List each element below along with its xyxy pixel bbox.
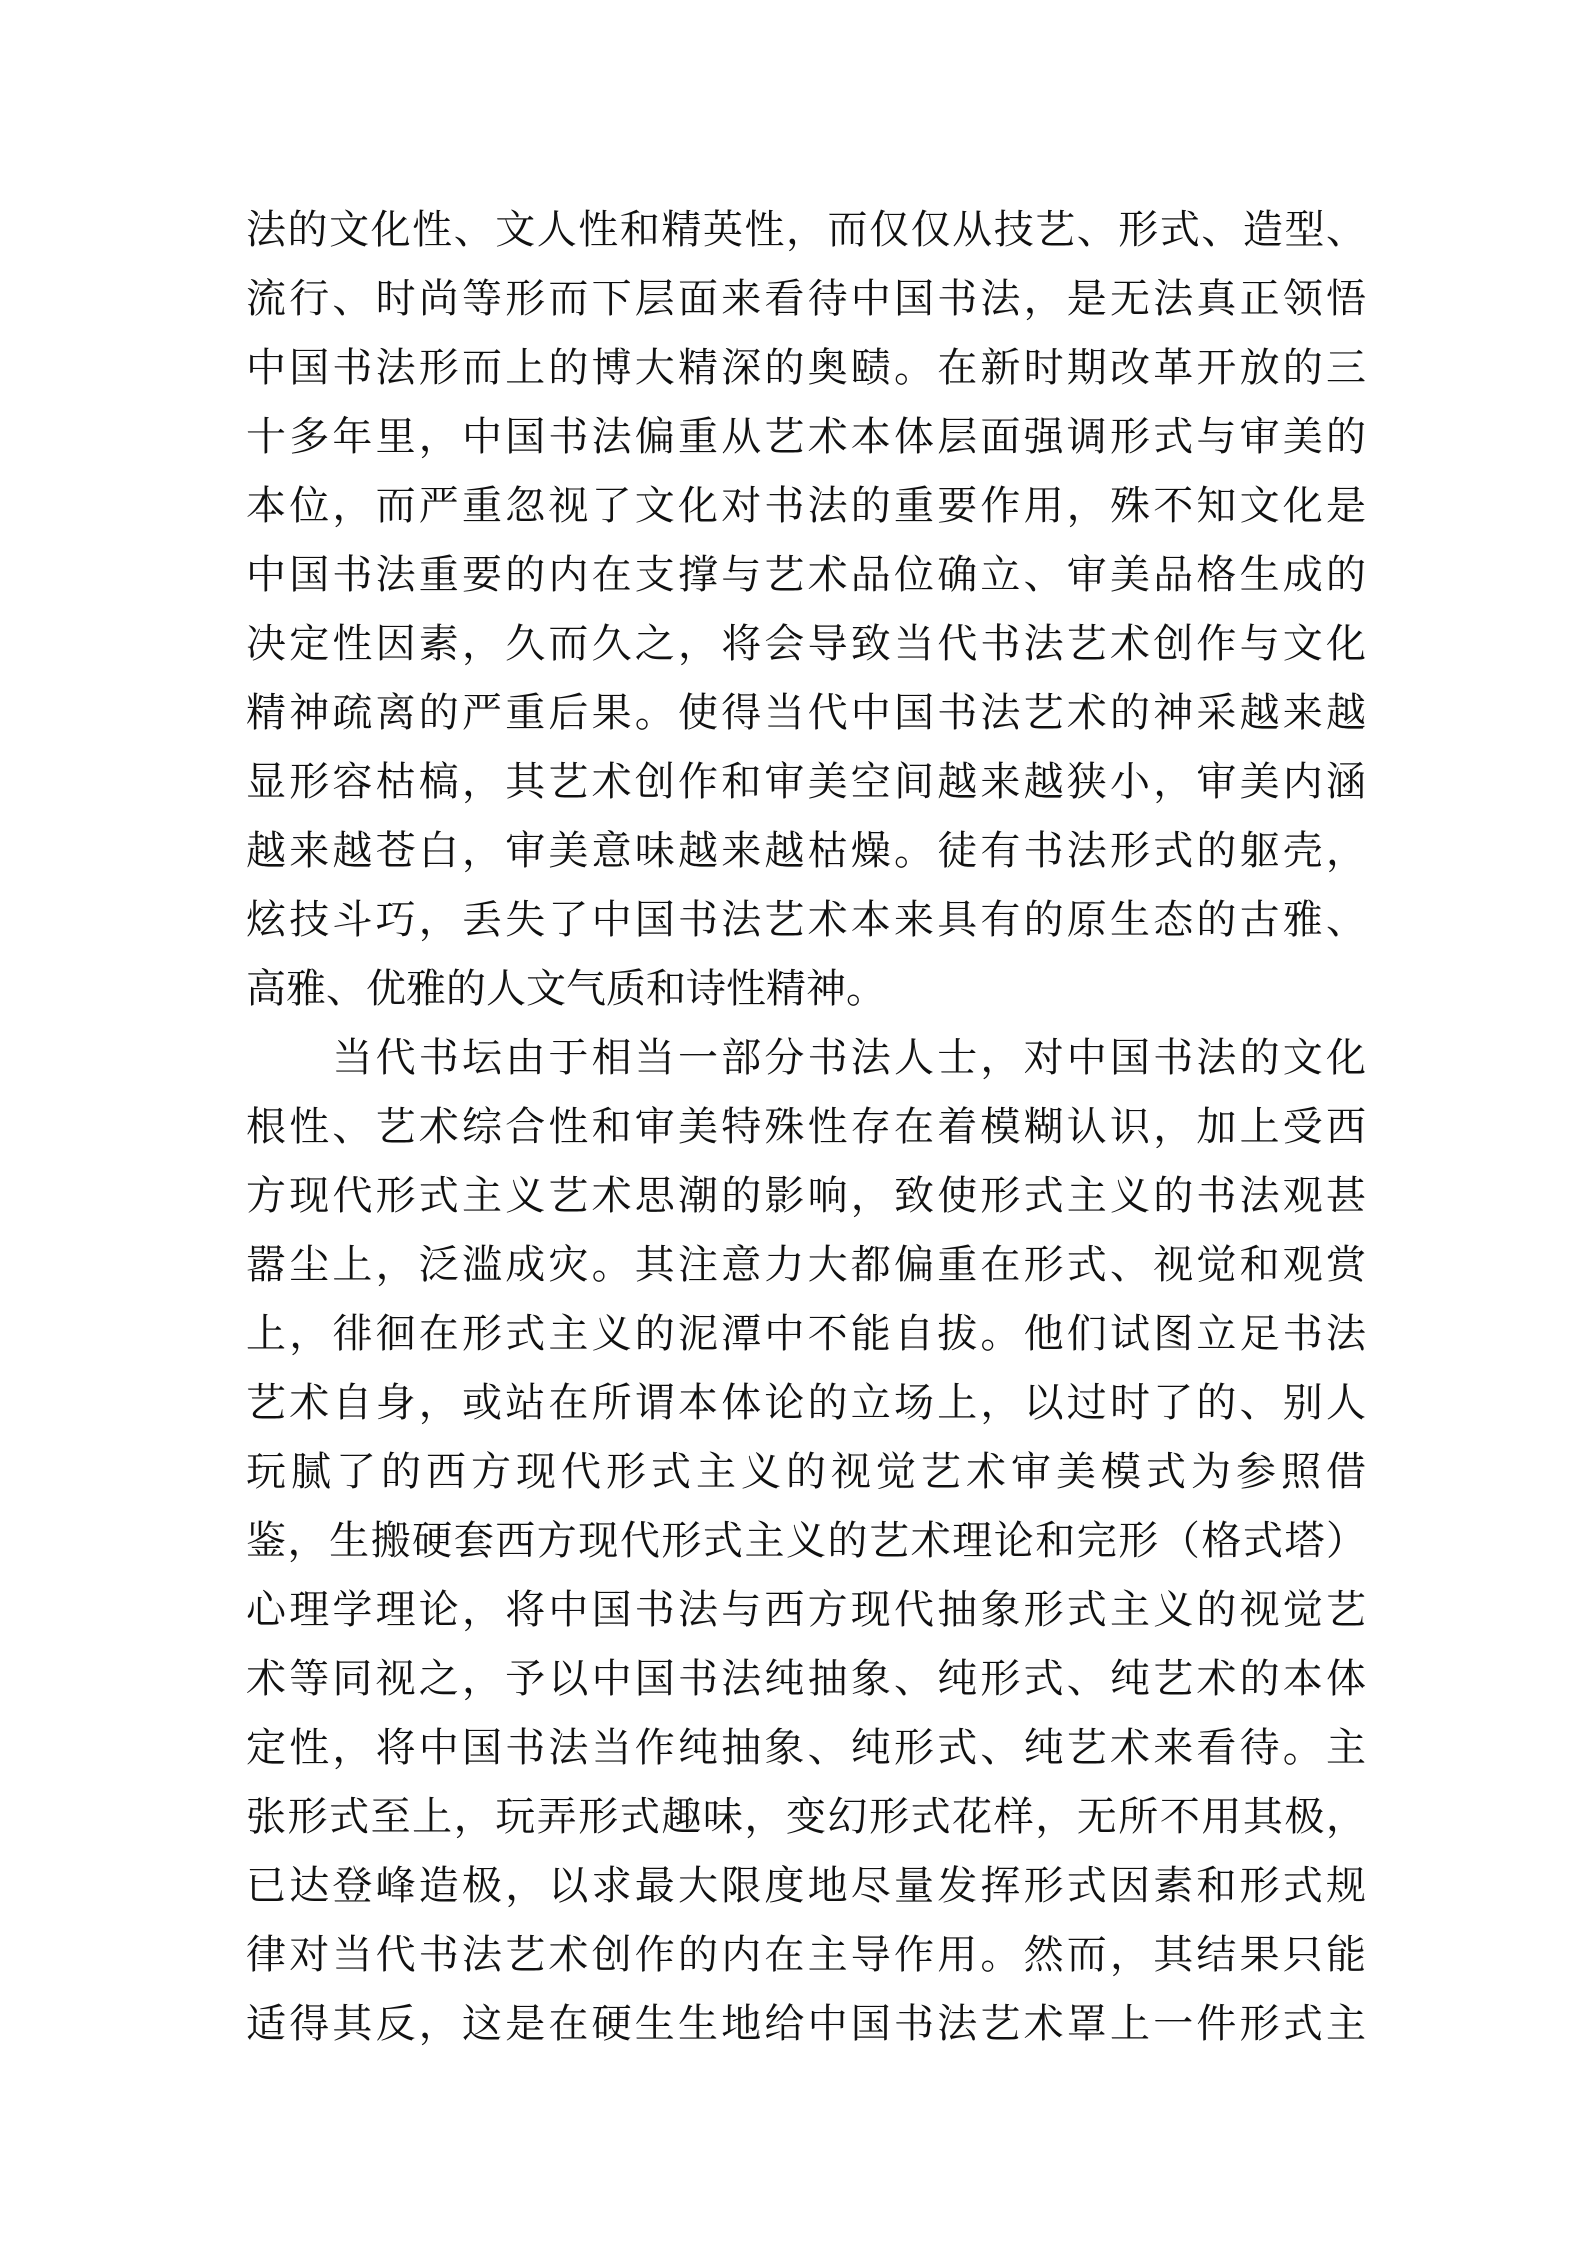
text-line: 显形容枯槁，其艺术创作和审美空间越来越狭小，审美内涵 xyxy=(246,759,1366,805)
text-line: 心理学理论，将中国书法与西方现代抽象形式主义的视觉艺 xyxy=(246,1587,1366,1633)
text-line: 中国书法重要的内在支撑与艺术品位确立、审美品格生成的 xyxy=(246,552,1366,598)
text-line: 艺术自身，或站在所谓本体论的立场上，以过时了的、别人 xyxy=(246,1380,1366,1426)
text-line: 当代书坛由于相当一部分书法人士，对中国书法的文化 xyxy=(246,1035,1366,1081)
text-line: 法的文化性、文人性和精英性，而仅仅从技艺、形式、造型、 xyxy=(246,207,1366,253)
text-line: 本位，而严重忽视了文化对书法的重要作用，殊不知文化是 xyxy=(246,483,1366,529)
text-line: 鉴，生搬硬套西方现代形式主义的艺术理论和完形（格式塔） xyxy=(246,1518,1366,1564)
text-line: 律对当代书法艺术创作的内在主导作用。然而，其结果只能 xyxy=(246,1932,1366,1978)
text-line: 高雅、优雅的人文气质和诗性精神。 xyxy=(246,966,886,1012)
text-line: 适得其反，这是在硬生生地给中国书法艺术罩上一件形式主 xyxy=(246,2001,1366,2047)
text-line: 方现代形式主义艺术思潮的影响，致使形式主义的书法观甚 xyxy=(246,1173,1366,1219)
text-line: 已达登峰造极，以求最大限度地尽量发挥形式因素和形式规 xyxy=(246,1863,1366,1909)
text-line: 精神疏离的严重后果。使得当代中国书法艺术的神采越来越 xyxy=(246,690,1366,736)
text-line: 炫技斗巧，丢失了中国书法艺术本来具有的原生态的古雅、 xyxy=(246,897,1366,943)
text-line: 玩腻了的西方现代形式主义的视觉艺术审美模式为参照借 xyxy=(246,1449,1366,1495)
text-line: 张形式至上，玩弄形式趣味，变幻形式花样，无所不用其极， xyxy=(246,1794,1366,1840)
text-line: 流行、时尚等形而下层面来看待中国书法，是无法真正领悟 xyxy=(246,276,1366,322)
text-line: 决定性因素，久而久之，将会导致当代书法艺术创作与文化 xyxy=(246,621,1366,667)
text-line: 上，徘徊在形式主义的泥潭中不能自拔。他们试图立足书法 xyxy=(246,1311,1366,1357)
text-line: 越来越苍白，审美意味越来越枯燥。徒有书法形式的躯壳， xyxy=(246,828,1366,874)
text-line: 十多年里，中国书法偏重从艺术本体层面强调形式与审美的 xyxy=(246,414,1366,460)
text-line: 根性、艺术综合性和审美特殊性存在着模糊认识，加上受西 xyxy=(246,1104,1366,1150)
text-line: 嚣尘上，泛滥成灾。其注意力大都偏重在形式、视觉和观赏 xyxy=(246,1242,1366,1288)
text-line: 中国书法形而上的博大精深的奥赜。在新时期改革开放的三 xyxy=(246,345,1366,391)
text-line: 定性，将中国书法当作纯抽象、纯形式、纯艺术来看待。主 xyxy=(246,1725,1366,1771)
text-line: 术等同视之，予以中国书法纯抽象、纯形式、纯艺术的本体 xyxy=(246,1656,1366,1702)
body-text xyxy=(246,196,1366,2059)
